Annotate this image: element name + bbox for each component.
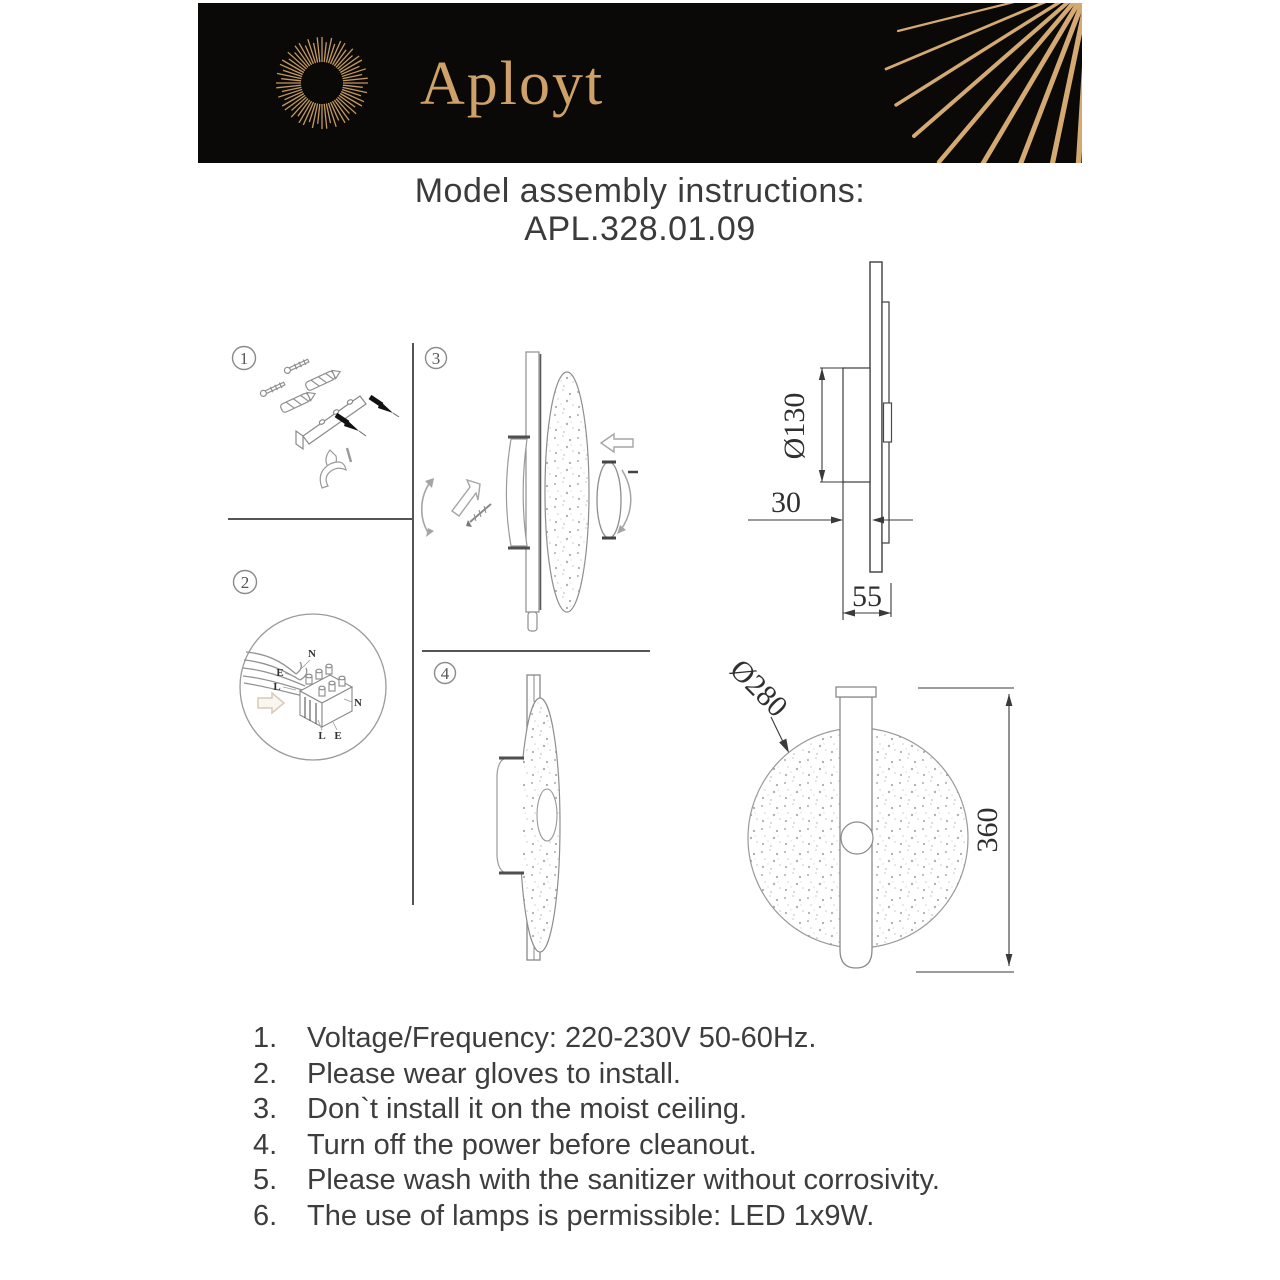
title-block	[0, 172, 1280, 248]
instruction-number: 6.	[253, 1199, 278, 1232]
step2-diagram	[234, 571, 387, 761]
wire-label-e-left: E	[276, 667, 284, 679]
banner-art	[198, 3, 1082, 163]
instruction-number: 5.	[253, 1164, 278, 1196]
instruction-text: The use of lamps is permissible: LED 1x9W.	[307, 1199, 875, 1232]
step2-number: 2	[240, 573, 250, 592]
screw-icon	[466, 504, 491, 527]
sunburst-logo-icon	[273, 34, 371, 132]
page-title: Model assembly instructions:	[414, 172, 866, 210]
instruction-number: 3.	[253, 1093, 278, 1125]
side-dimension-drawing	[748, 262, 913, 620]
insert-arrow-icon	[452, 480, 480, 516]
instruction-list	[253, 1021, 1113, 1234]
assembly-diagrams	[0, 250, 1280, 1010]
dim-shade-diameter: Ø280	[723, 653, 794, 724]
step1-diagram	[233, 347, 400, 489]
instruction-number: 2.	[253, 1057, 278, 1090]
step1-number: 1	[239, 349, 249, 368]
dim-total-height: 360	[971, 807, 1004, 853]
instruction-number: 1.	[253, 1022, 278, 1054]
instruction-item	[253, 1021, 1113, 1057]
wire-label-l-bottom: L	[318, 730, 326, 742]
wire-label-n-right: N	[354, 697, 362, 709]
wire-label-l-left: L	[273, 681, 281, 693]
model-number: APL.328.01.09	[524, 210, 756, 248]
instruction-item	[253, 1199, 1113, 1235]
brand-wordmark: Aployt	[420, 50, 605, 118]
trim-ring	[597, 462, 638, 538]
rotate-arrow-icon	[422, 478, 434, 537]
step3-diagram	[422, 348, 638, 632]
instruction-number: 4.	[253, 1128, 278, 1161]
wire-label-e-bottom: E	[334, 730, 342, 742]
step3-number: 3	[431, 349, 441, 368]
wire-label-n-top: N	[308, 648, 316, 660]
instruction-text: Voltage/Frequency: 220-230V 50-60Hz.	[307, 1022, 817, 1054]
instruction-text: Don`t install it on the moist ceiling.	[307, 1093, 748, 1125]
banner-rays	[886, 3, 1082, 163]
instruction-text: Please wear gloves to install.	[307, 1057, 681, 1090]
brand-banner	[198, 3, 1082, 163]
instruction-text: Please wash with the sanitizer without corrosivity.	[307, 1164, 940, 1196]
attach-arrow-icon	[601, 434, 633, 452]
instruction-item	[253, 1128, 1113, 1164]
instruction-item	[253, 1163, 1113, 1199]
instruction-item	[253, 1092, 1113, 1128]
dim-total-depth: 55	[852, 580, 882, 613]
step4-diagram	[435, 663, 561, 961]
step4-number: 4	[440, 664, 450, 683]
instruction-text: Turn off the power before cleanout.	[307, 1128, 757, 1161]
dim-wall-offset: 30	[771, 486, 801, 519]
dim-driver-diameter: Ø130	[778, 392, 811, 460]
front-dimension-drawing	[723, 653, 1014, 972]
instruction-item	[253, 1057, 1113, 1093]
